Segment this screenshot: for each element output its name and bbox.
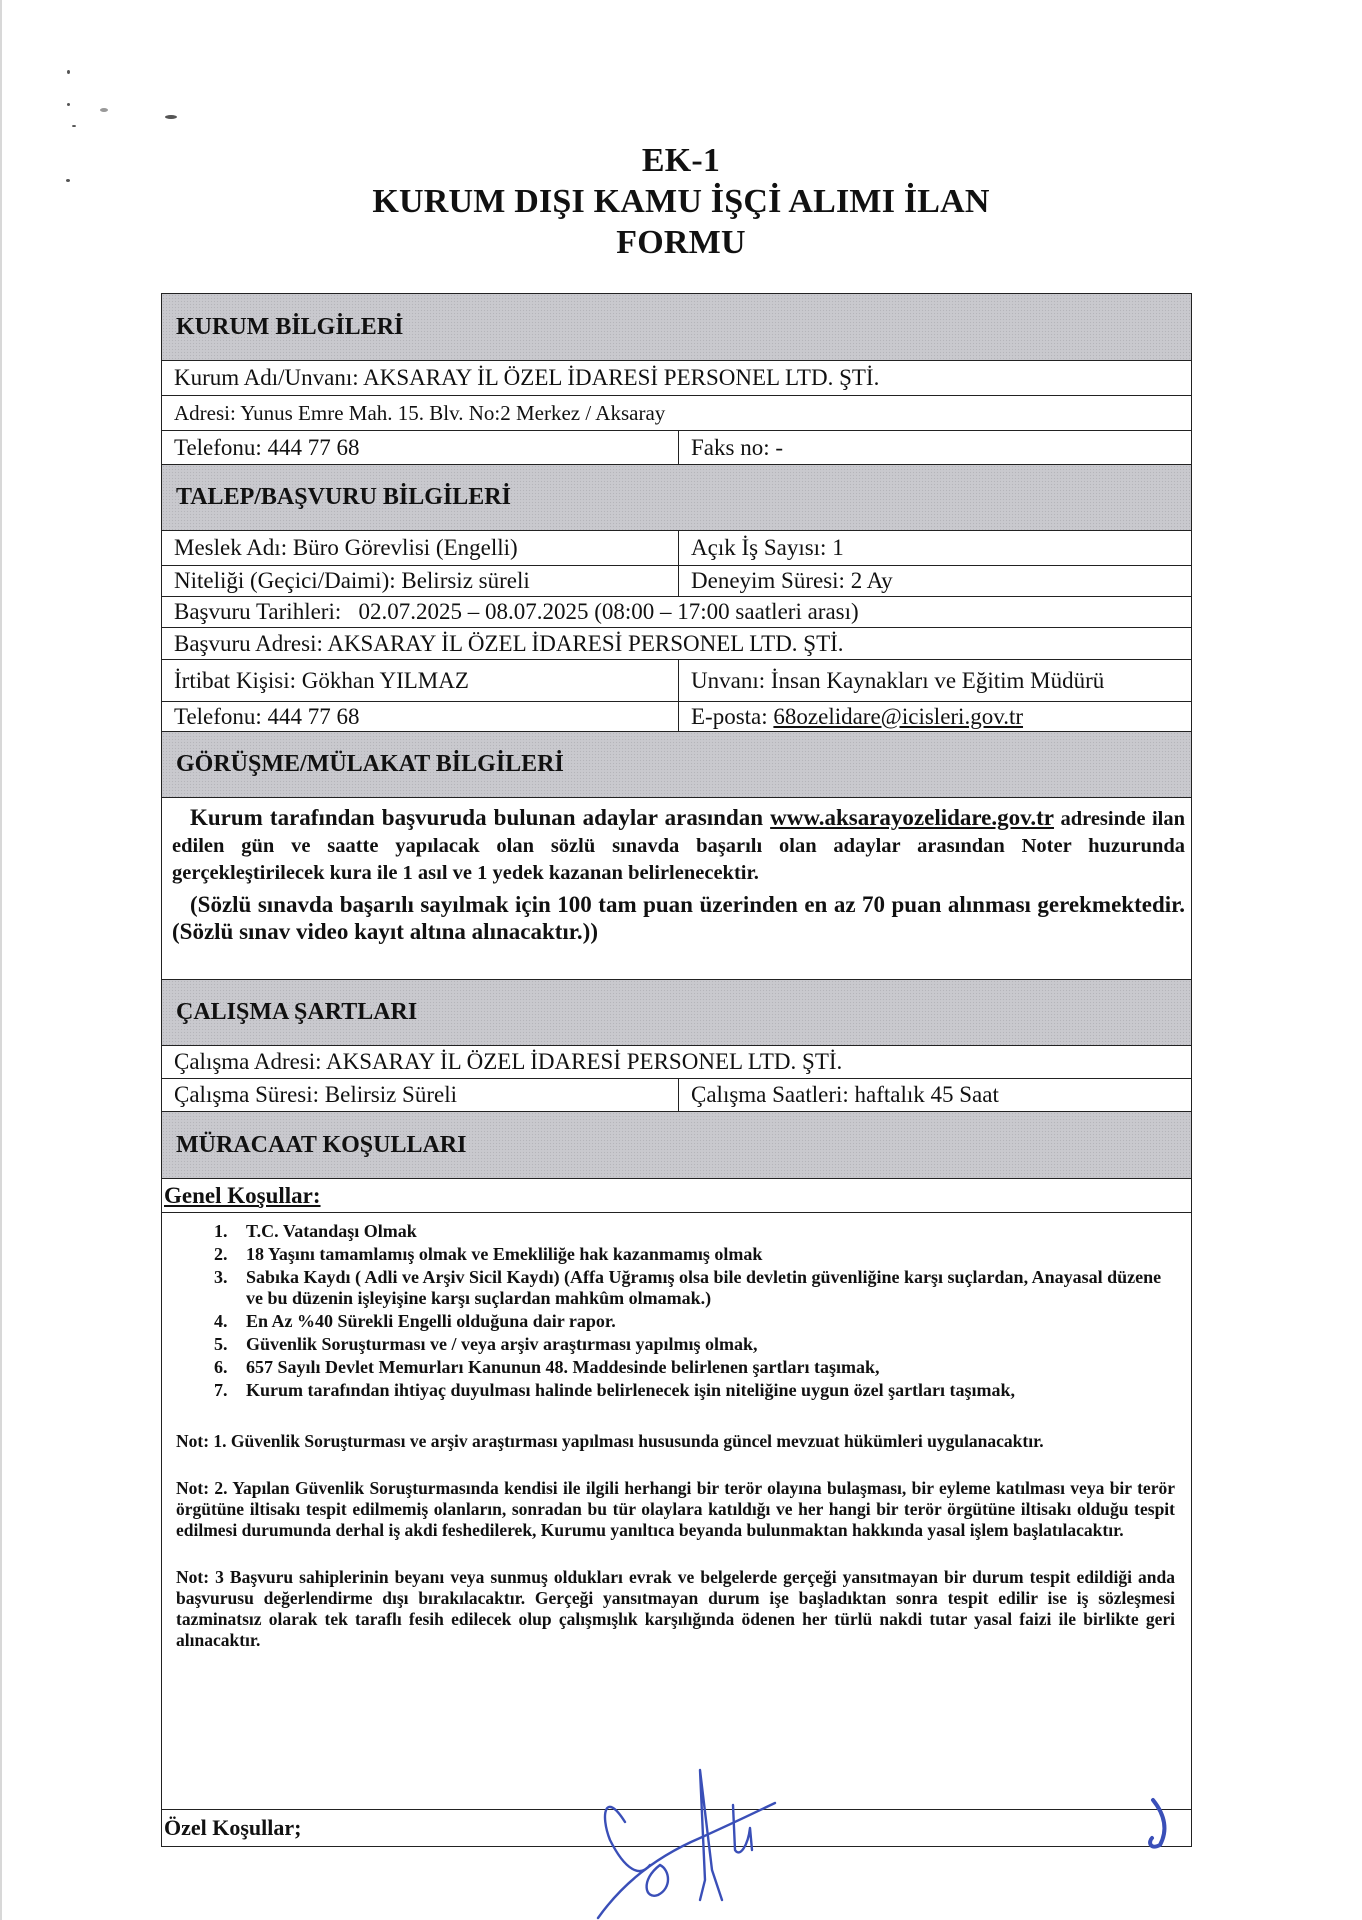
gorusme-text-suffix: adresinde ilan edilen gün ve saatte yapılacak olan sözlü sınavda başarılı olan adaylar arasından Noter huzurunda gerçekleştirilecek kura ile 1 asıl ve 1 yedek kazanan belirlenecektir. [172, 808, 1185, 884]
kurum-adi: Kurum Adı/Unvanı: AKSARAY İL ÖZEL İDARESİ PERSONEL LTD. ŞTİ. [174, 365, 880, 390]
kosul-item: 6. 657 Sayılı Devlet Memurları Kanunun 48. Maddesinde belirlenen şartları taşımak, [232, 1357, 1177, 1378]
gorusme-note: (Sözlü sınavda başarılı sayılmak için 100 tam puan üzerinden en az 70 puan alınması gerekmektedir. (Sözlü sınav video kayıt altına alınacaktır.)) [172, 892, 1185, 944]
niteligi: Niteliği (Geçici/Daimi): Belirsiz süreli [162, 566, 679, 596]
section-header-talep: TALEP/BAŞVURU BİLGİLERİ [162, 465, 1191, 531]
kosul-item: 4. En Az %40 Sürekli Engelli olduğuna dair rapor. [232, 1311, 1177, 1332]
kosul-item: 3. Sabıka Kaydı ( Adli ve Arşiv Sicil Kaydı) (Affa Uğramış olsa bile devletin güvenliğine karşı suçlardan, Anayasal düzene ve bu düzenin işleyişine karşı suçlardan mahkûm olmamak.) [232, 1267, 1177, 1309]
document-title: KURUM DIŞI KAMU İŞÇİ ALIMI İLAN [372, 183, 990, 220]
section-header-calisma: ÇALIŞMA ŞARTLARI [162, 980, 1191, 1046]
kurum-faks: Faks no: - [691, 434, 783, 460]
gorusme-text-prefix: Kurum tarafından başvuruda bulunan adaylar arasından [190, 805, 771, 830]
kurum-telefon: Telefonu: 444 77 68 [162, 431, 679, 464]
genel-kosullar-label: Genel Koşullar: [162, 1179, 1191, 1213]
document-subtitle: FORMU [616, 224, 746, 261]
genel-kosullar [162, 1213, 1191, 1809]
gorusme-text [162, 798, 1191, 979]
section-header-gorusme: GÖRÜŞME/MÜLAKAT BİLGİLERİ [162, 732, 1191, 798]
calisma-saatleri: Çalışma Saatleri: haftalık 45 Saat [691, 1082, 999, 1107]
kosul-item: 2. 18 Yaşını tamamlamış olmak ve Emekliliğe hak kazanmamış olmak [232, 1244, 1177, 1265]
eposta-label: E-posta: [691, 703, 774, 729]
deneyim-suresi: Deneyim Süresi: 2 Ay [691, 568, 893, 593]
website-link[interactable]: www.aksarayozelidare.gov.tr [770, 805, 1054, 830]
note-1: Not: 1. Güvenlik Soruşturması ve arşiv araştırması yapılması hususunda güncel mevzuat hükümleri uygulanacaktır. [176, 1431, 1044, 1451]
note-2: Not: 2. Yapılan Güvenlik Soruşturmasında kendisi ile ilgili herhangi bir terör olayına bulaşması, bir eyleme katılması veya bir terör örgütüne iltisakı tespit edilmemiş olanların, sonradan bu tür olaylara katıldığı ve her hangi bir terör örgütüne iltisakı olduğu tespit edilmesi durumunda derhal iş akdi feshedilerek, Kurumu yanıltıca beyanda bulunmaktan hakkında yasal işlem başlatılacaktır. [176, 1478, 1175, 1540]
basvuru-adresi: Başvuru Adresi: AKSARAY İL ÖZEL İDARESİ PERSONEL LTD. ŞTİ. [174, 630, 844, 656]
eposta-link[interactable]: 68ozelidare@icisleri.gov.tr [773, 703, 1024, 729]
irtibat-telefon: Telefonu: 444 77 68 [162, 702, 679, 731]
section-header-kurum: KURUM BİLGİLERİ [162, 294, 1191, 361]
note-3: Not: 3 Başvuru sahiplerinin beyanı veya sunmuş oldukları evrak ve belgelerde gerçeği yansıtmayan bir durum tespit edildiği anda başvurusu değerlendirme dışı bırakılacaktır. Gerçeği yansıtmayan durum işe başladıktan sonra tespit edilir ise iş sözleşmesi tazminatsız olarak tek taraflı fesih edilecek olup çalışmışlık karşılığında ödenen her türlü nakdi tutar yasal faizi ile birlikte geri alınacaktır. [176, 1567, 1175, 1650]
kosul-item: 5. Güvenlik Soruşturması ve / veya arşiv araştırması yapılmış olmak, [232, 1334, 1177, 1355]
calisma-adresi: Çalışma Adresi: AKSARAY İL ÖZEL İDARESİ PERSONEL LTD. ŞTİ. [174, 1049, 843, 1074]
job-posting-form [161, 293, 1192, 1847]
meslek-adi: Meslek Adı: Büro Görevlisi (Engelli) [162, 531, 679, 565]
document-title-ek: EK-1 [641, 142, 721, 179]
irtibat-unvan: Unvanı: İnsan Kaynakları ve Eğitim Müdürü [691, 667, 1105, 693]
signature-stroke [647, 1865, 668, 1896]
acik-is-sayisi: Açık İş Sayısı: 1 [691, 535, 844, 560]
kosul-item: 7. Kurum tarafından ihtiyaç duyulması halinde belirlenecek işin niteliğine uygun özel şartları taşımak, [232, 1380, 1177, 1401]
ozel-kosullar-label: Özel Koşullar; [164, 1815, 302, 1840]
section-header-muracaat: MÜRACAAT KOŞULLARI [162, 1112, 1191, 1179]
irtibat-eposta [679, 702, 1191, 731]
kurum-adres: Adresi: Yunus Emre Mah. 15. Blv. No:2 Merkez / Aksaray [174, 400, 666, 425]
irtibat-kisisi: İrtibat Kişisi: Gökhan YILMAZ [162, 660, 679, 701]
scan-edge [0, 0, 2, 1920]
basvuru-tarihleri: Başvuru Tarihleri: 02.07.2025 – 08.07.2025 (08:00 – 17:00 saatleri arası) [174, 599, 859, 624]
kosul-item: 1. T.C. Vatandaşı Olmak [232, 1221, 1177, 1242]
calisma-suresi: Çalışma Süresi: Belirsiz Süreli [162, 1079, 679, 1111]
